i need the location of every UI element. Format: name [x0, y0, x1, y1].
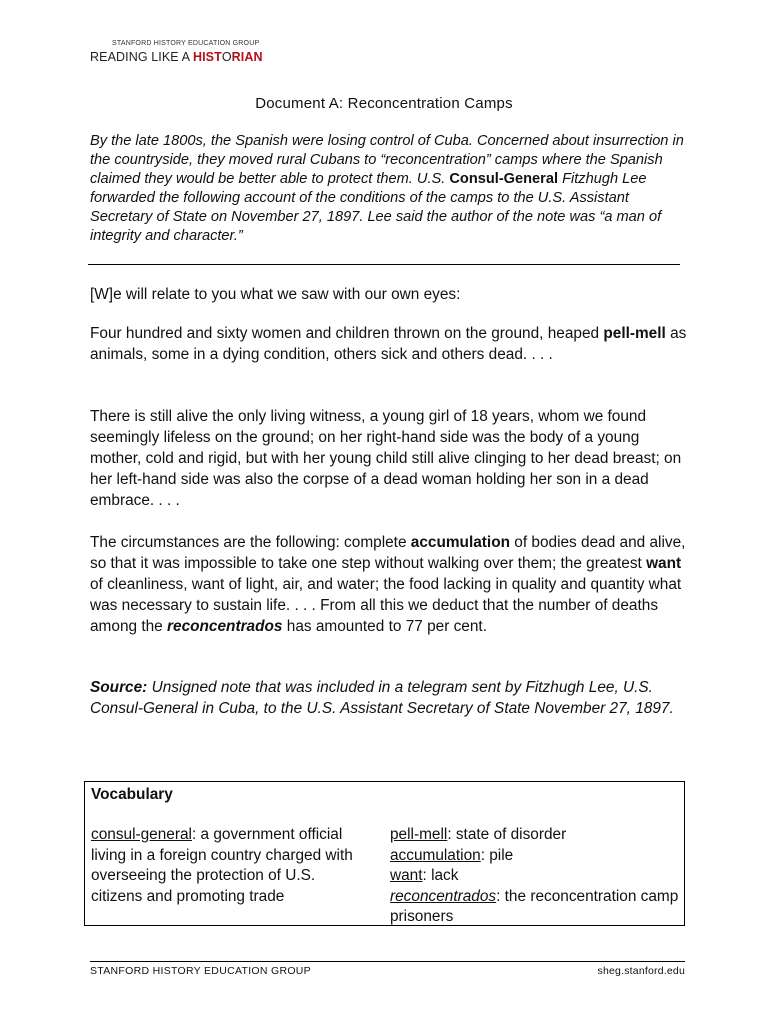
vocab-term: accumulation: [390, 846, 481, 864]
vocab-definition: : lack: [422, 867, 459, 884]
logo-wordmark: [90, 50, 263, 64]
vocab-term: consul-general: [91, 826, 192, 843]
intro-text-1: By the late 1800s, the Spanish were losing control of Cuba. Concerned about insurrection in the countryside, they moved rural Cubans to “reconcentration” camps where the Spanish claimed they would be better able to protect them. U.S.: [90, 133, 684, 187]
p2-text-b: as animals, some in a dying condition, others sick and others dead. . . .: [90, 325, 687, 363]
excerpt-paragraph-2: [90, 323, 690, 365]
intro-paragraph: [90, 132, 690, 246]
p4-text-d: has amounted to 77 per cent.: [282, 618, 487, 635]
p4-bolditalic-term: reconcentrados: [167, 618, 283, 635]
vocab-entry: [390, 866, 685, 887]
vocab-entry: [390, 887, 685, 928]
vocabulary-right-column: [390, 825, 685, 928]
intro-bold-term: Consul-General: [449, 171, 559, 187]
vocab-definition: : a government official living in a foreign country charged with overseeing the protection of U.S. citizens and promoting trade: [91, 826, 353, 905]
document-title: Document A: Reconcentration Camps: [255, 95, 513, 112]
vocab-entry: [390, 825, 685, 846]
sheg-logo: [90, 40, 263, 64]
vocab-term: pell-mell: [390, 826, 448, 843]
source-citation: [90, 677, 690, 719]
excerpt-paragraph-4: [90, 532, 690, 637]
vocab-term: want: [390, 867, 423, 884]
p2-bold-term: pell-mell: [603, 325, 666, 342]
footer-website: sheg.stanford.edu: [597, 965, 685, 977]
vocabulary-left-column: [91, 825, 361, 907]
logo-wordmark-o: O: [221, 50, 232, 64]
p2-text-a: Four hundred and sixty women and children thrown on the ground, heaped: [90, 325, 604, 342]
vocab-definition: : state of disorder: [447, 826, 567, 843]
p4-text-a: The circumstances are the following: complete: [90, 534, 411, 551]
vocabulary-title: Vocabulary: [91, 786, 173, 803]
intro-text-2: Fitzhugh Lee forwarded the following account of the conditions of the camps to the U.S. Assistant Secretary of State on November 27, 1897. Lee said the author of the note was “a man of integrity and character.”: [90, 171, 662, 244]
vocab-entry: [390, 846, 685, 867]
source-text: Unsigned note that was included in a telegram sent by Fitzhugh Lee, U.S. Consul-General in Cuba, to the U.S. Assistant Secretary of State November 27, 1897.: [90, 679, 674, 717]
excerpt-paragraph-1: [W]e will relate to you what we saw with our own eyes:: [90, 286, 461, 303]
footer-rule: [90, 961, 685, 962]
footer-org-name: STANFORD HISTORY EDUCATION GROUP: [90, 965, 311, 977]
excerpt-paragraph-3: There is still alive the only living witness, a young girl of 18 years, whom we found seemingly lifeless on the ground; on her right-hand side was the body of a young mother, cold and rigid, but with her young child still alive clinging to her dead breast; on her left-hand side was also the corpse of a dead woman holding her son in a dead embrace. . . .: [90, 408, 682, 509]
vocab-definition: : the reconcentration camp prisoners: [390, 887, 679, 925]
p4-bold-term-2: want: [646, 555, 682, 572]
divider-rule: [88, 264, 680, 265]
vocab-definition: : pile: [480, 846, 514, 864]
logo-wordmark-prefix: READING LIKE A: [90, 50, 193, 64]
p4-text-c: of cleanliness, want of light, air, and water; the food lacking in quality and quantity what was necessary to sustain life. . . . From all this we deduct that the number of deaths among the: [90, 576, 682, 635]
vocab-term: reconcentrados: [390, 887, 497, 905]
logo-org-name: STANFORD HISTORY EDUCATION GROUP: [112, 40, 260, 47]
vocabulary-box: [84, 781, 685, 926]
logo-wordmark-red-2: RIAN: [231, 50, 263, 64]
source-label: Source:: [90, 679, 148, 696]
p4-bold-term-1: accumulation: [410, 534, 511, 551]
p4-text-b: of bodies dead and alive, so that it was impossible to take one step without walking over them; the greatest: [90, 534, 686, 572]
logo-wordmark-red-1: HIST: [192, 50, 222, 64]
vocab-entry: [91, 825, 361, 907]
